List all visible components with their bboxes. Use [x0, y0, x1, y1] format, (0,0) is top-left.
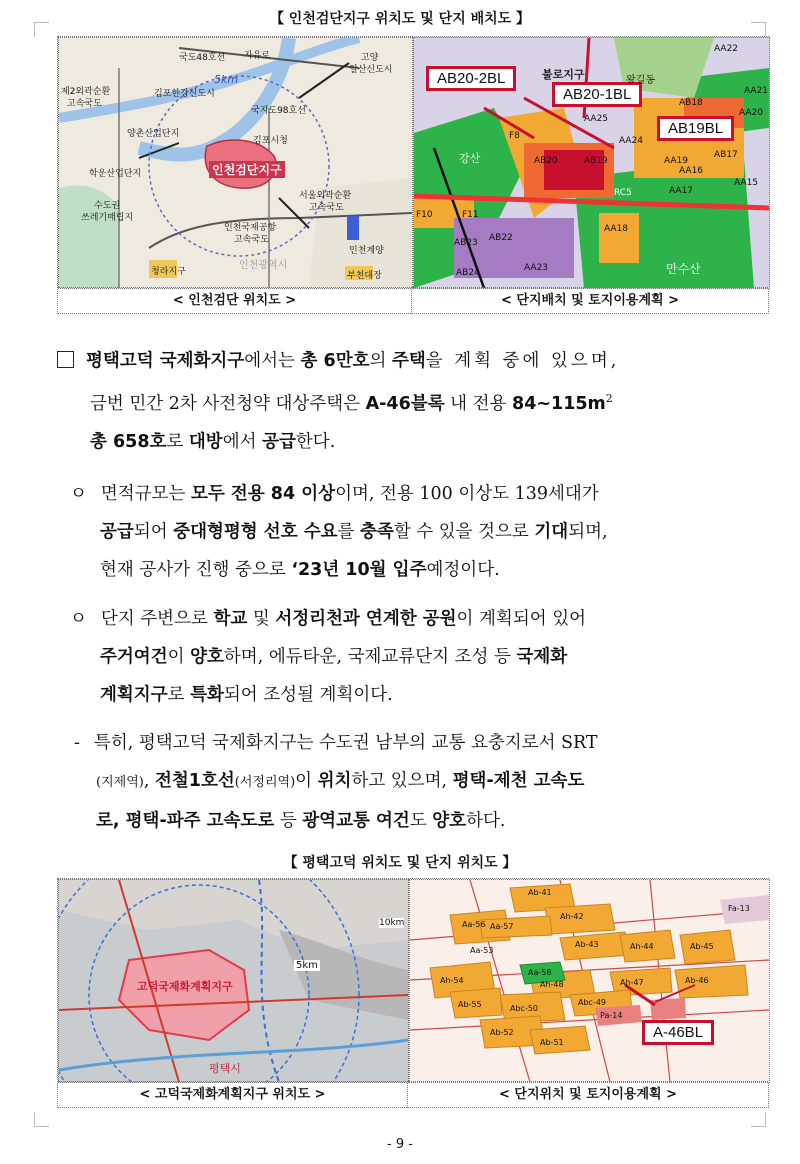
map-label: Ah-48: [540, 980, 564, 989]
map-label: Aa-56: [462, 920, 486, 929]
map-label: Ah-44: [630, 942, 654, 951]
map-label: AB19: [584, 156, 608, 166]
map-label: AA15: [734, 178, 759, 188]
paragraph-line: 주거여건이 양호하며, 에듀타운, 국제교류단지 조성 등 국제화: [100, 647, 568, 667]
paragraph-3: [70, 600, 790, 714]
map-label: Aa-58: [528, 968, 552, 977]
incheon-geomdan-label: 인천검단지구: [209, 161, 285, 178]
paragraph-1: [57, 342, 787, 461]
map-label: 김포한강신도시: [154, 89, 215, 99]
map-label: 인천광역시: [239, 260, 288, 271]
map-label: Abc-49: [578, 998, 607, 1007]
map-label: 제2외곽순환: [61, 87, 111, 97]
map-label: AA16: [679, 166, 704, 176]
paragraph-2: [70, 475, 790, 589]
map-label: 쓰레기매립지: [81, 213, 134, 223]
map-label: Ab-52: [490, 1028, 514, 1037]
map-label: AA19: [664, 156, 689, 166]
map-label: Fa-13: [728, 904, 750, 913]
figure2-left-caption: < 고덕국제화계획지구 위치도 >: [58, 1081, 408, 1108]
map-label: Ab-41: [528, 888, 552, 897]
map-label: 인천국제공항: [224, 223, 277, 233]
callout-ab19bl: AB19BL: [657, 116, 734, 141]
figure2-right-caption: < 단지위치 및 토지이용계획 >: [408, 1081, 768, 1108]
page-number: - 9 -: [387, 1137, 413, 1152]
map-label: 국지도98호선: [251, 106, 306, 116]
map-label: 만수산: [666, 262, 701, 276]
paragraph-line: ㅇ 면적규모는 모두 전용 84 이상이며, 전용 100 이상도 139세대가: [70, 484, 599, 504]
map-label: AB23: [454, 238, 478, 248]
map-label: Ab-46: [685, 976, 709, 985]
map-label: AB24: [456, 268, 480, 278]
paragraph-line: 공급되어 중대형평형 선호 수요를 충족할 수 있을 것으로 기대되며,: [100, 522, 608, 542]
map-label: 학운산업단지: [89, 169, 142, 179]
map-label: Pa-14: [600, 1011, 623, 1020]
circle-bullet: ㅇ: [70, 609, 87, 629]
map-label: RC5: [614, 188, 632, 198]
land-use-plan-map: [413, 37, 770, 289]
corner-mark: [34, 1112, 49, 1127]
map-label: AA17: [669, 186, 694, 196]
map-label: F10: [416, 210, 433, 220]
map-label: 부천대장: [347, 271, 382, 281]
map-label: AB20: [534, 156, 558, 166]
paragraph-line: 평택고덕 국제화지구에서는 총 6만호의 주택을 계획 중에 있으며,: [57, 342, 787, 380]
map-label: 국도48호선: [179, 53, 226, 63]
paragraph-line: 계획지구로 특화되어 조성될 계획이다.: [100, 685, 393, 705]
map-label: Ab-55: [458, 1000, 482, 1009]
callout-a46bl: A-46BL: [642, 1020, 714, 1045]
map-label: 왕길동: [626, 75, 655, 86]
map-label: Ab-45: [690, 942, 714, 951]
paragraph-line: - 특히, 평택고덕 국제화지구는 수도권 남부의 교통 요충지로서 SRT: [74, 733, 598, 753]
map-label: 불로지구: [542, 68, 585, 81]
map-label: F11: [462, 210, 479, 220]
paragraph-line: ㅇ 단지 주변으로 학교 및 서정리천과 연계한 공원이 계획되어 있어: [70, 609, 587, 629]
paragraph-line: 현재 공사가 진행 중으로 ‘23년 10월 입주예정이다.: [100, 560, 500, 580]
map-label: AB17: [714, 150, 738, 160]
paragraph-line: 금번 민간 2차 사전청약 대상주택은 A-46블록 내 전용 $84\sim 115m^2$: [90, 392, 613, 414]
map-label: 고속국도: [67, 99, 102, 109]
dash-bullet: -: [74, 733, 80, 753]
map-label: 강산: [459, 152, 481, 165]
figure2-frame: [57, 878, 769, 1108]
map-label: AA22: [714, 44, 739, 54]
figure2-title: 【 평택고덕 위치도 및 단지 위치도 】: [283, 855, 517, 871]
figure1-title: 【 인천검단지구 위치도 및 단지 배치도 】: [269, 11, 531, 27]
map-label: AA18: [604, 224, 629, 234]
map-label: Ah-47: [620, 978, 644, 987]
map-label: 고양: [361, 53, 379, 63]
a46-land-use-map: [409, 879, 770, 1083]
map-label: Abc-50: [510, 1004, 539, 1013]
map-label: 고속국도: [234, 235, 269, 245]
figure1-left-caption: < 인천검단 위치도 >: [58, 287, 412, 314]
incheon-location-map: [58, 37, 413, 289]
map-label: 평택시: [209, 1062, 241, 1075]
square-bullet-icon: [57, 351, 74, 368]
map-label: Ab-51: [540, 1038, 564, 1047]
map-label: AA21: [744, 86, 769, 96]
callout-ab20-2bl: AB20-2BL: [426, 66, 516, 91]
map-label: 5km: [214, 73, 239, 86]
circle-bullet: ㅇ: [70, 484, 87, 504]
paragraph-line: 총 658호로 대방에서 공급한다.: [90, 431, 336, 452]
map-label: Ah-54: [440, 976, 464, 985]
map-label: AA20: [739, 108, 764, 118]
paragraph-line: (지제역), 전철1호선(서정리역)이 위치하고 있으며, 평택-제천 고속도: [96, 771, 585, 791]
map-label: AA24: [619, 136, 644, 146]
godeok-location-map: [58, 879, 409, 1083]
map-label: AB22: [489, 233, 513, 243]
figure1-right-caption: < 단지배치 및 토지이용계획 >: [412, 287, 768, 314]
map-label: AA25: [584, 114, 609, 124]
map-label: 일산신도시: [349, 65, 393, 75]
godeok-zone-label: 고덕국제화계획지구: [137, 980, 233, 993]
map-label: 5km: [296, 960, 318, 971]
map-label: 김포시청: [253, 136, 288, 146]
map-label: 양촌산업단지: [127, 129, 180, 139]
corner-mark: [751, 1112, 766, 1127]
map-label: 수도권: [94, 201, 121, 211]
figure1-frame: [57, 36, 769, 314]
map-label: 인천계양: [349, 246, 384, 256]
map-label: Aa-57: [490, 922, 514, 931]
map-label: 자유로: [244, 51, 271, 61]
paragraph-4: [74, 724, 794, 840]
map-label: AA23: [524, 263, 549, 273]
map-label: 10km: [379, 918, 405, 928]
map-label: 고속국도: [309, 203, 344, 213]
paragraph-line: 로, 평택-파주 고속도로 등 광역교통 여건도 양호하다.: [96, 811, 506, 831]
map-label: Ab-43: [575, 940, 599, 949]
map-label: Aa-53: [470, 946, 494, 955]
map-label: AB18: [679, 98, 703, 108]
map-label: 서울외곽순환: [299, 191, 352, 201]
map-label: Ah-42: [560, 912, 584, 921]
map-label: 청라지구: [151, 267, 186, 277]
callout-ab20-1bl: AB20-1BL: [552, 82, 642, 107]
map-label: F8: [509, 131, 520, 141]
